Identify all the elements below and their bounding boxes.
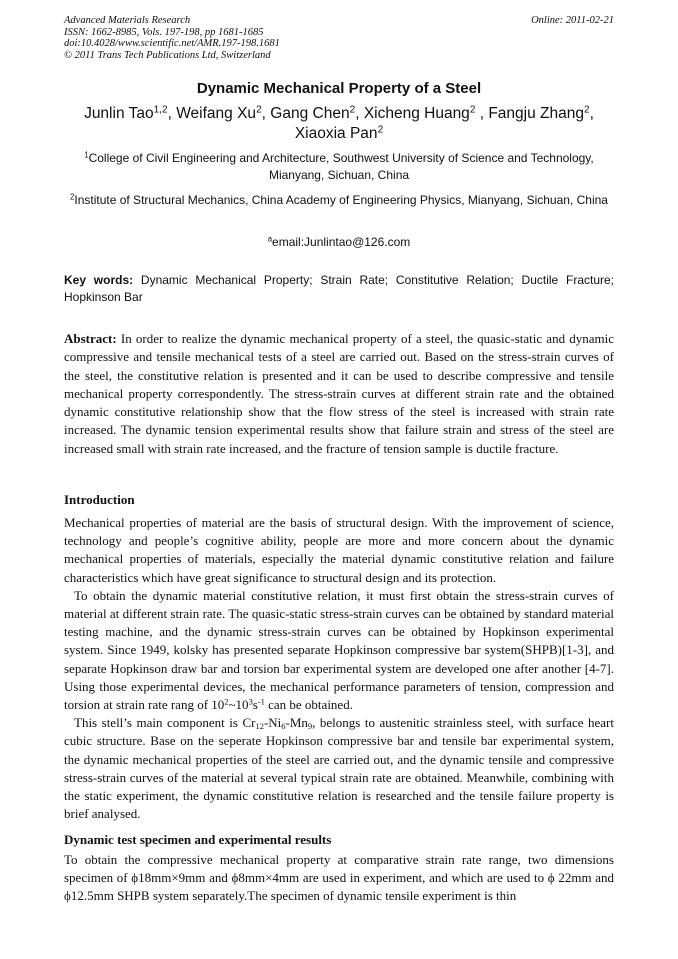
paragraph: To obtain the dynamic material constitutive relation, it must first obtain the stress-strain curves of material at different strain rate. The quasic-static stress-strain curves can be obtained by standard material testing machine, and the dynamic stress-strain curves can be obtained by Hopkinson experimental system. Since 1949, kolsky has presented separate Hopkinson compressive bar system(SHPB)[1-3], and separate Hopkinson draw bar and torsion bar experimental system are developed one after another [4-7]. Using those experimental devices, the mechanical performance parameters of tension, compression and torsion at strain rate rang of $10^2\sim 10^3s^{-1}$ can be obtained.	[64, 587, 614, 713]
introduction-body	[64, 514, 614, 823]
author-list	[64, 104, 614, 144]
paper-title: Dynamic Mechanical Property of a Steel	[196, 80, 482, 97]
section-heading-dynamic-test: Dynamic test specimen and experimental results	[64, 832, 332, 847]
abstract-label: Abstract:	[64, 331, 117, 346]
online-date: Online: 2011-02-21	[531, 15, 614, 26]
abstract-text: In order to realize the dynamic mechanical property of a steel, the quasic-static and dynamic compressive and tensile mechanical tests of a steel are carried out. Based on the stress-strain curves of the steel, the constitutive relation is presented and it can be used to describe compressive and tensile mechanical property correspondently. The stress-strain curves at different strain rate and the obtained dynamic constitutive relationship show that the flow stress of the steel is increased with strain rate increased. The dynamic tension experimental results show that failure strain and stress of the steel are increased small with strain rate increased, and the fracture of tension sample is ductile fracture.	[64, 331, 614, 456]
keywords	[64, 272, 614, 306]
abstract	[64, 330, 614, 458]
author: Xiaoxia Pan$^2$	[294, 124, 384, 142]
journal-name: Advanced Materials Research	[64, 15, 191, 26]
keywords-text: Dynamic Mechanical Property; Strain Rate; Constitutive Relation; Ductile Fracture; Hopkinson Bar	[64, 273, 615, 304]
journal-header	[64, 15, 280, 61]
affiliation-1: $^1$College of Civil Engineering and Architecture, Southwest University of Science and Technology, Mianyang, Sichuan, China	[84, 150, 594, 182]
paragraph: This stell’s main component is $Cr_{12}-Ni_6-Mn_9$, belongs to austenitic strainless steel, with surface heart cubic structure. Base on the seperate Hopkinson compressive bar and tensile bar experimental system, the dynamic mechanical properties of the steel are carried out, and the dynamic tensile and compressive stress-strain curves of the material at several typical strain rate are obtained. Meanwhile, combining with the static experiment, the dynamic constitutive relation is researched and the tensile failure property is brief analysed.	[64, 715, 614, 822]
paragraph: Mechanical properties of material are the basis of structural design. With the improvement of science, technology and people’s cognitive ability, people are more and more concern about the dynamic mechanical properties of materials, especially the material dynamic constitutive relation and failure characteristics which have great significance to structural design and its protection.	[64, 515, 614, 585]
author: Gang Chen$^2$,	[270, 104, 364, 122]
author-email: $^a$email:Junlintao@126.com	[267, 234, 411, 249]
journal-doi: doi:10.4028/www.scientific.net/AMR.197-198.1681	[64, 38, 280, 49]
section-heading-introduction: Introduction	[64, 492, 135, 507]
journal-issn: ISSN: 1662-8985, Vols. 197-198, pp 1681-1685	[64, 26, 264, 38]
affiliation-2: $^2$Institute of Structural Mechanics, China Academy of Engineering Physics, Mianyang, Sichuan, China	[70, 192, 608, 207]
author: Fangju Zhang$^2$,	[488, 104, 594, 122]
keywords-label: Key words:	[64, 273, 134, 287]
author: Weifang Xu$^2$,	[176, 104, 271, 122]
dynamic-test-body: To obtain the compressive mechanical property at comparative strain rate range, two dimensions specimen of ϕ18mm×9mm and ϕ8mm×4mm are used in experiment, and which are used to ϕ 22mm and ϕ12.5mm SHPB system separately.The specimen of dynamic tensile experiment is thin	[64, 852, 614, 904]
journal-copyright: © 2011 Trans Tech Publications Ltd, Switzerland	[64, 49, 271, 61]
author: Junlin Tao$^{1,2}$,	[84, 104, 177, 122]
author: Xicheng Huang$^2$ ,	[363, 104, 489, 122]
